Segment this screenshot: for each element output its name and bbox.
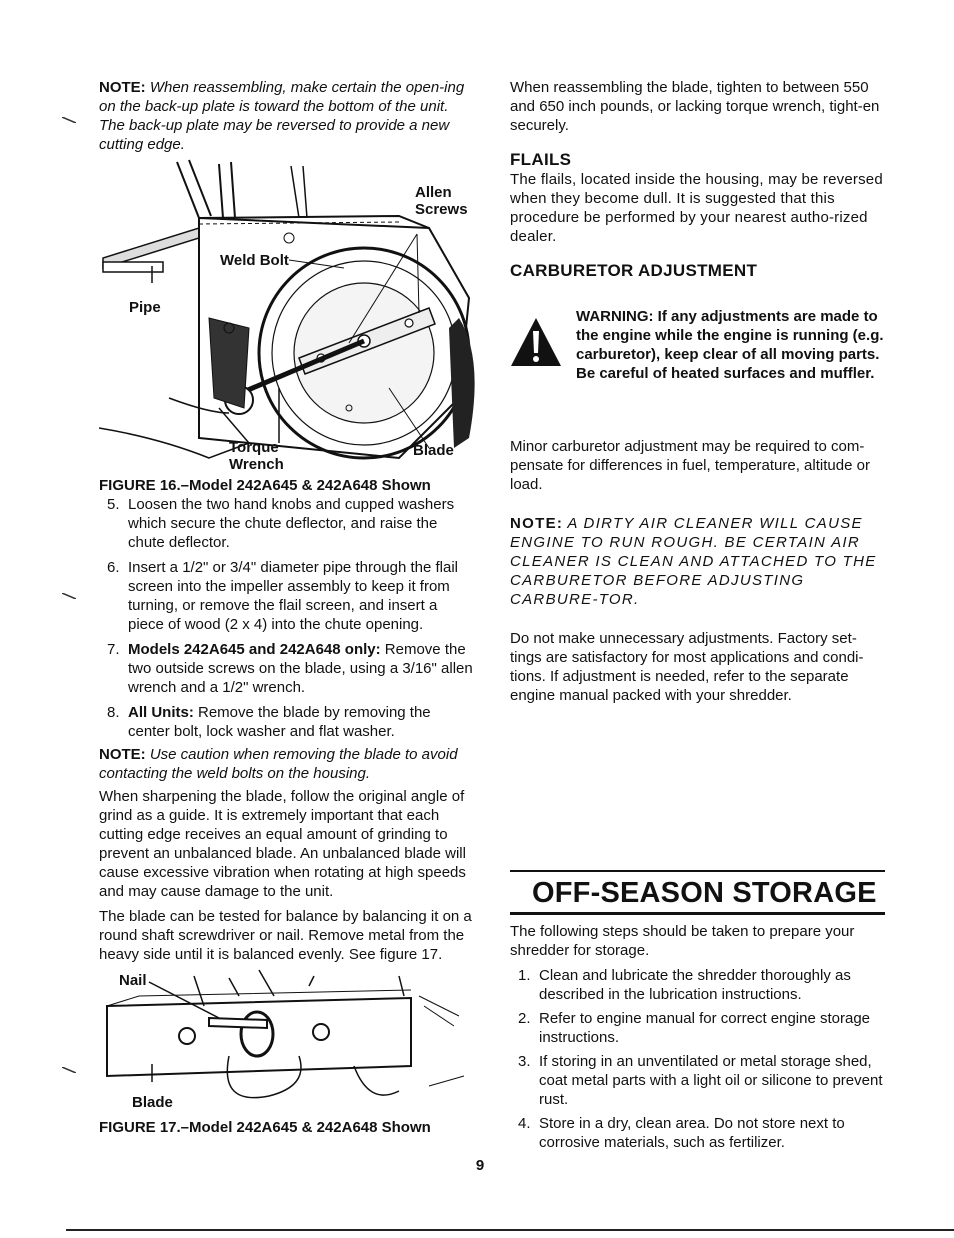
- left-column: [99, 78, 476, 1137]
- section-heading-flails: FLAILS: [510, 150, 572, 169]
- margin-mark: [62, 593, 76, 599]
- list-item: 2. Refer to engine manual for correct engine storage instructions.: [518, 1010, 871, 1046]
- paragraph-minor-adjustment: Minor carburetor adjustment may be required to com-pensate for differences in fuel, temperature, altitude or load.: [510, 438, 870, 493]
- warning-triangle-icon: [510, 317, 562, 367]
- page-number: 9: [475, 1157, 485, 1174]
- bottom-rule: [66, 1229, 954, 1231]
- warning-block: [510, 307, 888, 399]
- label-torque-wrench: Torque Wrench: [229, 439, 284, 473]
- label-blade: Blade: [132, 1094, 173, 1111]
- label-pipe: Pipe: [129, 299, 161, 316]
- storage-section: [510, 870, 888, 1152]
- label-nail: Nail: [119, 972, 147, 989]
- note-text: When reassembling, make certain the open-ing on the back-up plate is toward the bottom of the unit. The back-up plate may be reversed to provide a new cutting edge.: [99, 79, 465, 153]
- right-column: [510, 78, 888, 1151]
- list-item: 5. Loosen the two hand knobs and cupped washers which secure the chute deflector, and raise the chute deflector.: [107, 496, 455, 551]
- paragraph-reassemble: When reassembling the blade, tighten to between 550 and 650 inch pounds, or lacking torque wrench, tight-en securely.: [510, 79, 880, 134]
- paragraph-flails: The flails, located inside the housing, may be reversed when they become dull. It is suggested that this procedure be performed by your nearest autho-rized dealer.: [510, 171, 883, 245]
- storage-steps: [510, 966, 888, 1152]
- margin-mark: [62, 117, 76, 123]
- note-label: NOTE:: [99, 79, 146, 96]
- list-item: 3. If storing in an unventilated or metal storage shed, coat metal parts with a light oil or silicone to prevent rust.: [518, 1053, 883, 1108]
- label-blade: Blade: [413, 442, 454, 459]
- label-weld-bolt: Weld Bolt: [220, 252, 289, 269]
- paragraph-unnecessary-adjustments: Do not make unnecessary adjustments. Factory set-tings are satisfactory for most applications and condi-tions. If adjustment is needed, refer to the separate engine manual packed with your shredder.: [510, 630, 864, 704]
- figure-17: [99, 966, 476, 1116]
- note-reassembling: [99, 78, 476, 154]
- section-heading-carburetor: CARBURETOR ADJUSTMENT: [510, 261, 758, 280]
- list-item: 7. Models 242A645 and 242A648 only: Remove the two outside screws on the blade, using a 3/16" allen wrench and a 1/2" wrench.: [107, 641, 473, 696]
- note-air-cleaner: NOTE: A DIRTY AIR CLEANER WILL CAUSE ENGINE TO RUN ROUGH. BE CERTAIN AIR CLEANER IS CLEAN AND ATTACHED TO THE CARBURETOR BEFORE ADJUSTING CARBURE-TOR.: [510, 515, 877, 608]
- procedure-steps: [99, 495, 476, 741]
- paragraph-balance: The blade can be tested for balance by balancing it on a round shaft screwdriver or nail. Remove metal from the heavy side until it is balanced evenly. See figure 17.: [99, 908, 472, 963]
- note-caution: NOTE: Use caution when removing the blade to avoid contacting the weld bolts on the housing.: [99, 746, 458, 782]
- paragraph-sharpening: When sharpening the blade, follow the original angle of grind as a guide. It is extremely important that each cutting edge receives an equal amount of grinding to prevent an unbalanced blade. An unbalanced blade will cause excessive vibration when rotating at high speeds and may cause damage to the unit.: [99, 788, 466, 900]
- figure-16-caption: FIGURE 16.–Model 242A645 & 242A648 Shown: [99, 477, 431, 494]
- figure-17-caption: FIGURE 17.–Model 242A645 & 242A648 Shown: [99, 1119, 431, 1136]
- warning-text: WARNING: If any adjustments are made to the engine while the engine is running (e.g. carburetor), keep clear of all moving parts. Be careful of heated surfaces and muffler.: [576, 308, 884, 382]
- label-allen-screws: Allen Screws: [415, 184, 468, 218]
- margin-mark: [62, 1067, 76, 1073]
- list-item: 6. Insert a 1/2" or 3/4" diameter pipe through the flail screen into the impeller assembly to keep it from turning, or remove the flail screen, and insert a piece of wood (2 x 4) into the chute opening.: [107, 559, 459, 633]
- figure-16: [99, 158, 476, 478]
- list-item: 8. All Units: Remove the blade by removing the center bolt, lock washer and flat washer.: [107, 704, 431, 740]
- list-item: 4. Store in a dry, clean area. Do not store next to corrosive materials, such as fertilizer.: [518, 1115, 845, 1151]
- page-title-storage: OFF-SEASON STORAGE: [532, 877, 877, 909]
- list-item: 1. Clean and lubricate the shredder thoroughly as described in the lubrication instructions.: [518, 967, 851, 1003]
- paragraph-storage-intro: The following steps should be taken to prepare your shredder for storage.: [510, 923, 855, 959]
